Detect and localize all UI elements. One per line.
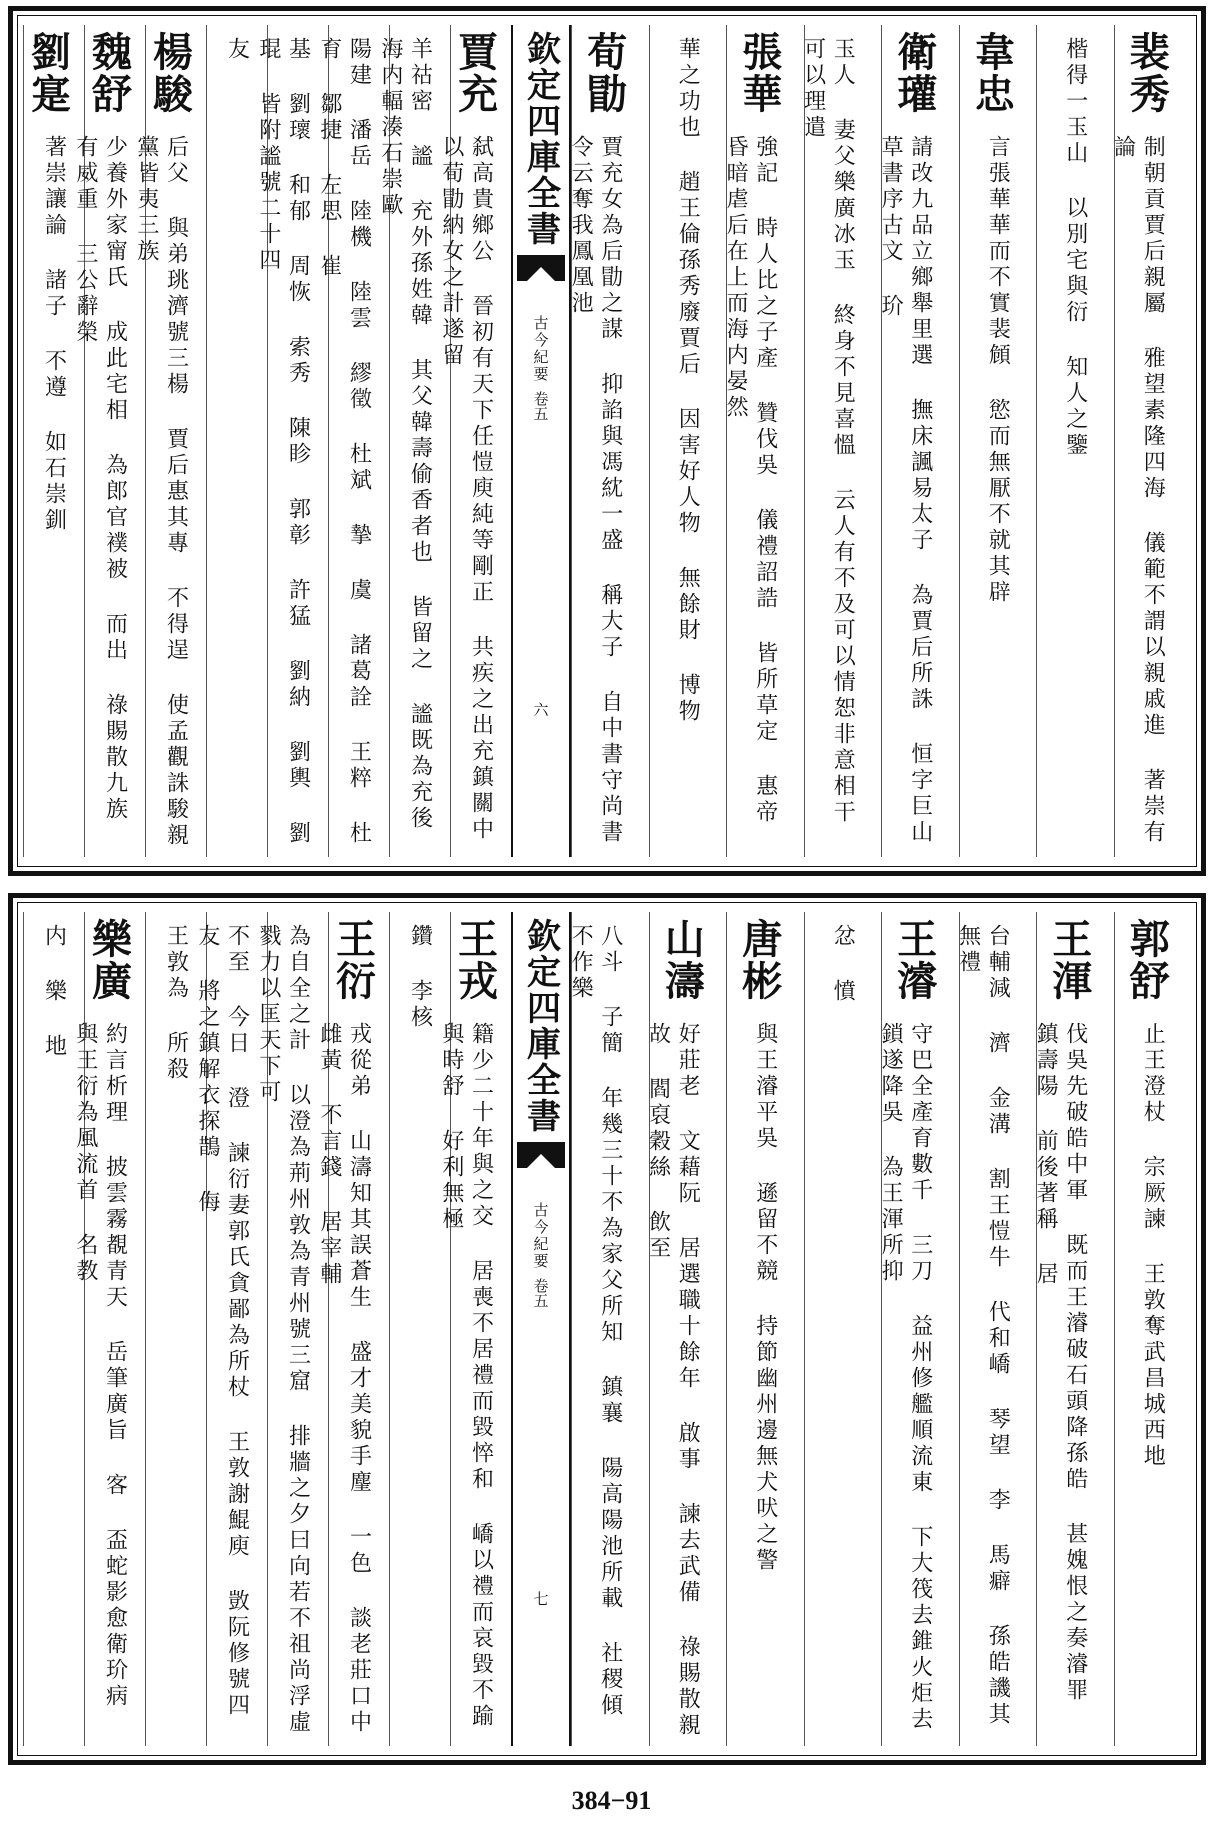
fishtail-mark-icon [517,255,565,281]
column-heading: 衛瓘 [890,31,938,115]
column-text: 少養外家甯氏 成此宅相 為郎官襆被 而出 祿賜散九族 有威重 三公辭榮 [72,135,128,823]
column-heading: 王濬 [890,918,938,1002]
text-column [438,25,512,857]
column-text: 鑽 李核 [407,924,433,1031]
column-text: 戎從弟 山濤知其誤蒼生 盛才美貌手麈 一色 談老莊口中雌黃 不言錢 居宰輔 [316,1022,372,1736]
text-column [206,25,268,857]
text-column [959,25,1038,857]
column-heading: 唐彬 [735,918,783,1002]
column-text: 基 劉瓌 和郁 周恢 索秀 陳眕 郭彰 許猛 劉納 劉輿 劉琨 皆附謐號二十四 [255,37,311,847]
column-heading: 王衍 [329,918,377,1002]
text-column [723,25,805,857]
column-text: 弑高貴鄉公 晉初有天下任愷庾純等剛正 共疾之出充鎮關中 以荀勖納女之計遂留 [438,135,494,843]
text-column [255,912,329,1746]
column-heading: 劉寔 [24,31,72,115]
text-column [23,912,85,1746]
column-text: 友 [224,37,250,63]
column-heading: 張華 [735,31,783,115]
column-text: 台輔減 濟 金溝 割王愷牛 代和嶠 琴望 李 馬癖 孫皓譏其無禮 [955,924,1011,1728]
text-column [1110,25,1193,857]
text-column [568,25,650,857]
upper-page [8,6,1206,876]
column-text: 約言析理 披雲霧覩青天 岳筆廣旨 客 盃蛇影愈衛玠病 與王衍為風流首 名教 [72,1022,128,1710]
text-column [1033,912,1115,1746]
fishtail-mark-icon [517,1142,565,1168]
column-heading: 賈充 [451,31,499,115]
page-number: 384−91 [571,1786,652,1815]
text-column [194,912,268,1746]
text-column [133,25,207,857]
text-column [955,912,1038,1746]
lower-page [8,893,1206,1765]
text-column [878,25,960,857]
text-column [72,25,146,857]
column-text: 楷得一玉山 以別宅與衍 知人之鑒 [1062,37,1088,459]
column-heading: 荀勖 [580,31,628,115]
column-heading: 樂廣 [85,918,133,1002]
spine-title: 欽定四庫全書 [520,31,561,247]
text-column [1114,912,1193,1746]
column-heading: 王戎 [451,918,499,1002]
column-heading: 楊駿 [146,31,194,115]
text-column [72,912,146,1746]
text-column [804,912,883,1746]
column-text: 為自全之計 以澄為荊州敦為青州號三窟 排牆之夕曰向若不祖尚浮虛戮力以匡天下可 [255,924,311,1736]
column-text: 與王濬平吳 遜留不競 持節幽州邊無犬吠之警 [752,1022,778,1574]
spine-subtitle: 古今紀要 [531,315,550,383]
text-column [145,912,207,1746]
text-column [316,912,390,1746]
column-text: 強記 時人比之子產 贊伐吳 儀禮詔誥 皆所草定 惠帝昏暗虐后在上而海内晏然 [723,135,778,826]
column-text: 著崇讓論 諸子 不遵 如石崇釧 [41,135,67,534]
column-text: 華之功也 趙王倫孫秀廢賈后 因害好人物 無餘財 博物 [675,37,701,725]
text-column [645,912,728,1746]
text-column [438,912,512,1746]
spine-volume: 卷五 [531,1278,550,1308]
column-text: 止王澄杖 宗厥諫 王敦奪武昌城西地 [1140,1022,1166,1470]
lower-center-spine [511,912,571,1746]
text-column [23,25,85,857]
column-text: 王敦為 所殺 [163,924,189,1083]
column-heading: 王渾 [1045,918,1093,1002]
column-text: 制朝貢賈后親屬 雅望素隆四海 儀範不謂以親戚進 著崇有論 [1110,135,1166,846]
column-text: 陽建 潘岳 陸機 陸雲 繆徵 杜斌 摯 虞 諸葛詮 王粹 杜育 鄒捷 左思 崔 [316,37,372,847]
column-heading: 山濤 [658,918,706,1002]
upper-center-spine [511,25,571,857]
column-text: 請改九品立鄉舉里選 撫床諷易太子 為賈后所誅 恒字巨山 草書序古文 玠 [878,135,933,846]
column-text: 忿 憤 [830,924,856,1005]
column-heading: 郭舒 [1123,918,1171,1002]
text-column [649,25,728,857]
spine-subtitle: 古今紀要 [531,1202,550,1270]
column-text: 玉人 妻父樂廣冰玉 終身不見喜慍 云人有不及可以情恕非意相干可以理遣 [800,37,856,826]
spine-page: 六 [531,702,550,717]
text-column [800,25,883,857]
text-column [568,912,650,1746]
text-column [377,25,451,857]
spine-page: 七 [531,1591,550,1606]
column-text: 言張華華而不實裴頠 慾而無厭不就其辟 [985,135,1011,606]
column-text: 賈充女為后勖之謀 抑諂與馮紞一盛 稱大子 自中書守尚書令云奪我鳳凰池 [568,135,623,846]
column-text: 好莊老 文藉阮 居選職十餘年 啟事 諫去武備 祿賜散親故 閻裒穀絲 飲至 [645,1022,701,1739]
column-text: 后父 與弟珧濟號三楊 賈后惠其專 不得逞 使孟觀誅駿親黨皆夷三族 [133,135,189,849]
column-text: 不至 今日 澄 諫衍妻郭氏貪鄙為所杖 王敦謝鯤庾 敳阮修號四友 將之鎮解衣探鵲 侮 [194,924,250,1719]
spine-volume: 卷五 [531,391,550,421]
text-column [316,25,390,857]
text-column [1036,25,1115,857]
column-heading: 魏舒 [85,31,133,115]
spine-title: 欽定四庫全書 [520,918,561,1134]
column-text: 守巴全產育數千 三刀 益州修艦順流東 下大筏去錐火炬去鎖遂降吳 為王渾所抑 [878,1022,933,1733]
column-text: 羊祜密 謐 充外孫姓韓 其父韓壽偷香者也 皆留之 謐既為充後海内輻湊石崇歐 [377,37,433,832]
column-text: 籍少二十年與之交 居喪不居禮而毀悴和 嶠以禮而哀毀不踰 與時舒 好利無極 [438,1022,494,1730]
column-text: 八斗 子簡 年幾三十不為家父所知 鎮襄 陽高陽池所載 社稷傾不作樂 [568,924,623,1719]
column-heading: 韋忠 [968,31,1016,115]
text-column [878,912,960,1746]
column-text: 伐吳先破皓中軍 既而王濬破石頭降孫皓 甚媿恨之奏濬罪 鎮壽陽 前後著稱 居 [1033,1022,1088,1704]
text-column [255,25,329,857]
text-column [726,912,805,1746]
column-heading: 裴秀 [1123,31,1171,115]
column-text: 内 樂 地 [41,924,67,1060]
text-column [389,912,451,1746]
